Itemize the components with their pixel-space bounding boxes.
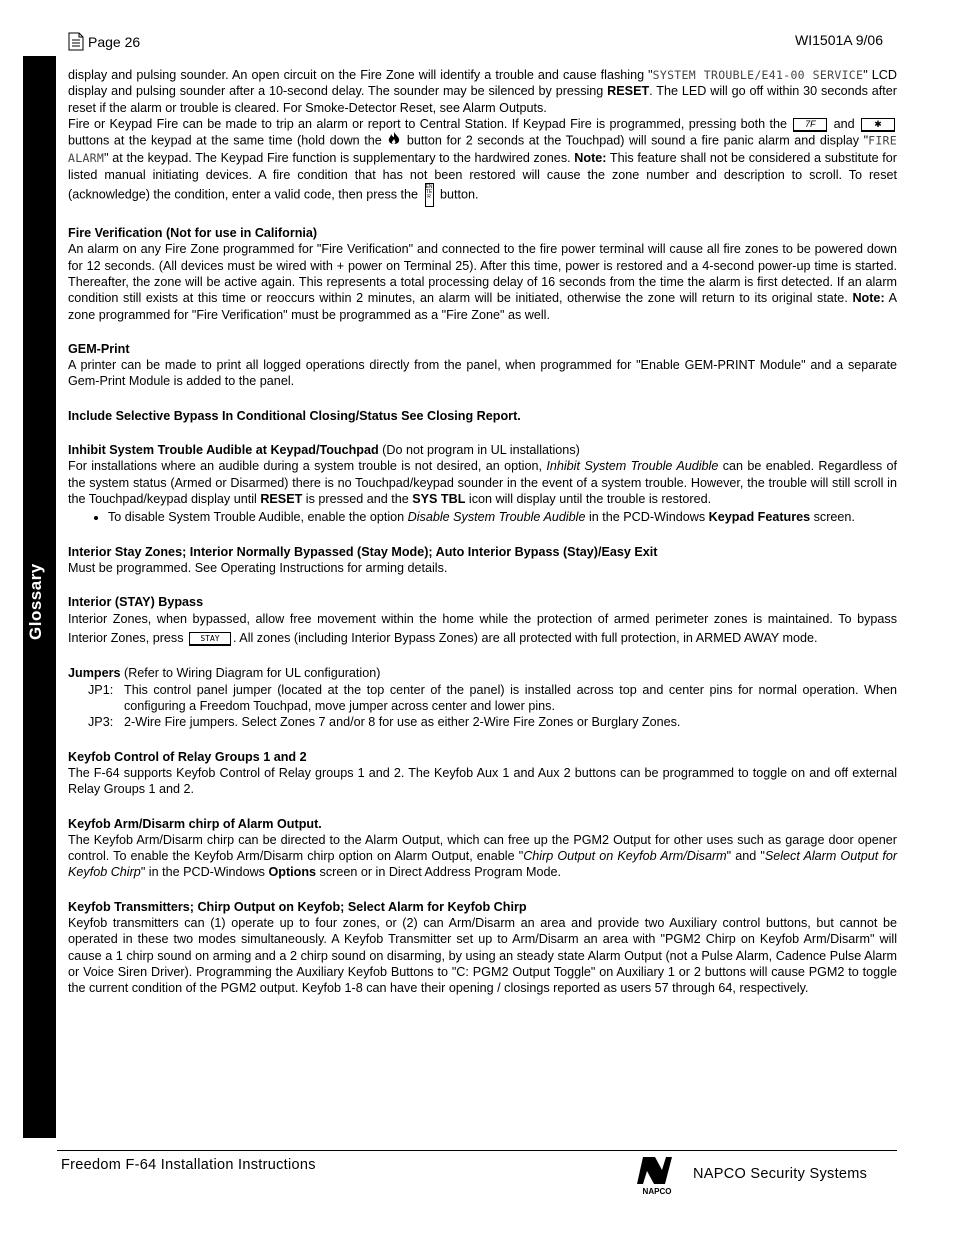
- interior-bypass-body: Interior Zones, when bypassed, allow free movement within the home while the protection of armed perimeter zones is maintained. To bypass Interior Zones, press STAY . All zones (including Interior Bypass Zones) are all protected with full protection, in ARMED AWAY mode.: [68, 612, 897, 645]
- section-title-jumpers: Jumpers (Refer to Wiring Diagram for UL configuration): [68, 666, 381, 681]
- lcd-text-fire-alarm: FIRE ALARM: [68, 133, 898, 166]
- jumper-item-jp3: JP3: 2-Wire Fire jumpers. Select Zones 7 and/or 8 for use as either 2-Wire Fire Zones or Burglary Zones.: [88, 715, 681, 730]
- section-title-fire-verification: Fire Verification (Not for use in California): [68, 226, 318, 241]
- intro-paragraph-2: Fire or Keypad Fire can be made to trip an alarm or report to Central Station. If Keypad Fire is programmed, pressing both the 7F and ✱ buttons at the keypad at the same time (hold down the button for 2 seconds at the Touchpad) will sound a fire panic alarm and display "FIRE ALARM" at the keypad. The Keypad Fire function is supplementary to the hardwired zones. Note: This feature shall not be considered a substitute for listed manual initiating devices. A fire condition that has not been restored will cause the zone number and description to scroll. To reset (acknowledge) the condition, enter a valid code, then press the ENTER button.: [68, 116, 897, 207]
- section-title-gem-print: GEM-Print: [68, 341, 130, 356]
- page-number-text: Page 26: [88, 33, 141, 50]
- page-number: [68, 32, 140, 54]
- section-title-keyfob-transmitters: Keyfob Transmitters; Chirp Output on Keyfob; Select Alarm for Keyfob Chirp: [68, 899, 527, 914]
- intro-paragraph-1: display and pulsing sounder. An open circuit on the Fire Zone will identify a trouble and cause flashing "SYSTEM TROUBLE/E41-00 SERVICE" LCD display and pulsing sounder after a 10-second delay. The sounder may be silenced by pressing RESET. The LED will go off within 30 seconds after reset if the alarm or trouble is cleared. For Smoke-Detector Reset, see Alarm Outputs.: [68, 68, 898, 115]
- keyfob-relay-body: The F-64 supports Keyfob Control of Relay groups 1 and 2. The Keyfob Aux 1 and Aux 2 buttons can be programmed to toggle on and off external Relay Groups 1 and 2.: [68, 765, 897, 797]
- page-content: [68, 67, 897, 996]
- fire-key: 7F: [793, 118, 827, 132]
- footer-title: Freedom F-64 Installation Instructions: [61, 1157, 316, 1173]
- footer-divider: [57, 1150, 897, 1151]
- enter-key: ENTER: [425, 183, 434, 207]
- keyfob-chirp-body: The Keyfob Arm/Disarm chirp can be directed to the Alarm Output, which can free up the PGM2 Output for other uses such as garage door opener control. To enable the Keyfob Arm/Disarm chirp option on Alarm Output, enable "Chirp Output on Keyfob Arm/Disarm" and "Select Alarm Output for Keyfob Chirp" in the PCD-Windows Options screen or in Direct Address Program Mode.: [68, 832, 898, 880]
- inhibit-bullet-list: [68, 509, 897, 525]
- page-header: [68, 32, 883, 52]
- svg-text:NAPCO: NAPCO: [642, 1187, 672, 1196]
- fire-verification-body: An alarm on any Fire Zone programmed for "Fire Verification" and connected to the fire power terminal will cause all fire zones to be powered down for 12 seconds. (All devices must be wired with + power on Terminal 25). After this time, power is restored and a 4-second power-up time is started. Thereafter, the zone will be active again. This represents a total processing delay of 16 seconds from the time the alarm is first detected. If an alarm condition still exists at this time or reoccurs within 2 minutes, an alarm will be initiated, otherwise the zone will return to its original state. Note: A zone programmed for "Fire Verification" must be programmed as a "Fire Zone" as well.: [68, 242, 897, 322]
- section-title-interior-bypass: Interior (STAY) Bypass: [68, 595, 204, 610]
- jumper-item-jp1: JP1: This control panel jumper (located at the top center of the panel) is installed across top and center pins for normal operation. When configuring a Freedom Touchpad, move jumper across center and lower pins.: [88, 682, 897, 714]
- flame-icon: [387, 132, 401, 150]
- stay-key: STAY: [189, 632, 231, 646]
- sidebar-tab-label: Glossary: [26, 563, 45, 640]
- section-title-interior-stay: Interior Stay Zones; Interior Normally Bypassed (Stay Mode); Auto Interior Bypass (Stay)/Easy Exit: [68, 544, 658, 559]
- interior-stay-body: Must be programmed. See Operating Instructions for arming details.: [68, 560, 448, 575]
- section-title-inhibit: Inhibit System Trouble Audible at Keypad/Touchpad (Do not program in UL installations): [68, 443, 580, 458]
- keyfob-transmitters-body: Keyfob transmitters can (1) operate up to four zones, or (2) can Arm/Disarm an area and provide two Auxiliary control buttons, but cannot be operated in these two modes simultaneously. A Keyfob Transmitter set up to Arm/Disarm an area with "PGM2 Chirp on Keyfob Arm/Disarm" will cause a 1 chirp sound on arming and a 2 chirp sound on disarming, by using an steady state Alarm Output (not a Pulse Alarm, Cadence Pulse Alarm or Voice Siren Driver). Programming the Auxiliary Keyfob Buttons to "C: PGM2 Output Toggle" on Auxiliary 1 or 2 buttons will cause PGM2 to toggle the current condition of the PGM2 output. Keyfob 1-8 can have their opening / closings reported as users 57 through 64, respectively.: [68, 915, 897, 996]
- lcd-text: SYSTEM TROUBLE/E41-00 SERVICE: [652, 68, 864, 82]
- inhibit-body: For installations where an audible during a system trouble is not desired, an option, Inhibit System Trouble Audible can be enabled. Regardless of the system status (Armed or Disarmed) there is no Touchpad/keypad sounder in the event of a system trouble. However, the trouble will still scroll in the Touchpad/keypad display until RESET is pressed and the SYS TBL icon will display until the trouble is restored.: [68, 459, 897, 506]
- star-key: ✱: [861, 118, 895, 132]
- napco-logo: [634, 1156, 680, 1196]
- document-id: WI1501A 9/06: [795, 32, 883, 48]
- section-title-selective-bypass: Include Selective Bypass In Conditional Closing/Status See Closing Report.: [68, 408, 521, 423]
- footer-company: NAPCO Security Systems: [693, 1166, 868, 1182]
- list-item: • To disable System Trouble Audible, enable the option Disable System Trouble Audible in the PCD-Windows Keypad Features screen.: [108, 509, 897, 525]
- section-title-keyfob-relay: Keyfob Control of Relay Groups 1 and 2: [68, 749, 307, 764]
- gem-print-body: A printer can be made to print all logged operations directly from the panel, when programmed for "Enable GEM-PRINT Module" and a separate Gem-Print Module is added to the panel.: [68, 358, 897, 389]
- section-title-keyfob-chirp: Keyfob Arm/Disarm chirp of Alarm Output.: [68, 816, 322, 831]
- document-icon: [68, 32, 84, 54]
